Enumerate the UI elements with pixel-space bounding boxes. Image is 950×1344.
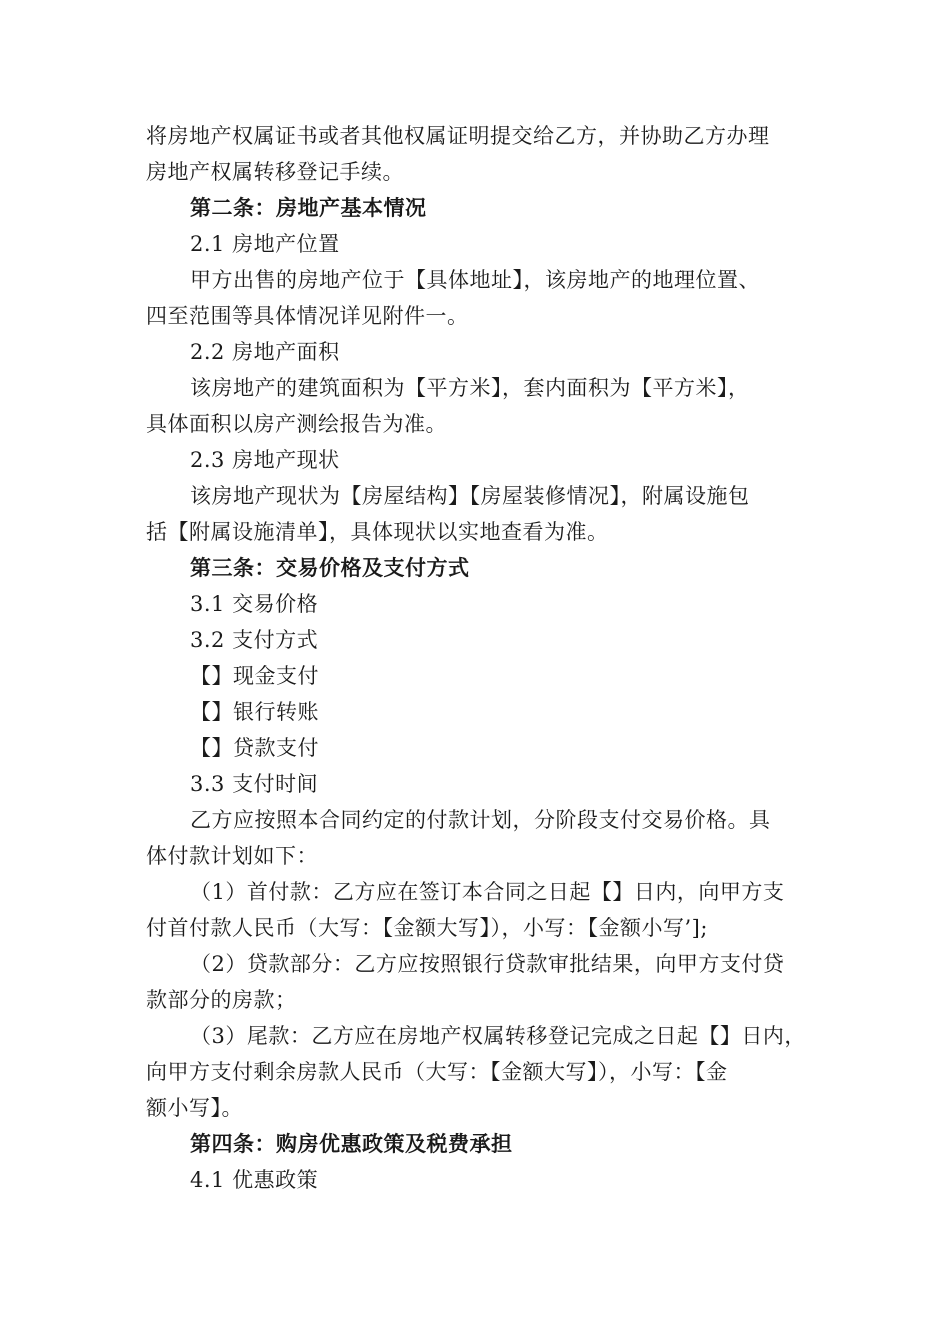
article-2-heading: 第二条：房地产基本情况 xyxy=(190,195,427,220)
article-3-heading: 第三条：交易价格及支付方式 xyxy=(190,555,470,580)
payment-option-bank-transfer: 【】银行转账 xyxy=(190,700,319,724)
body-text-line: 乙方应按照本合同约定的付款计划，分阶段支付交易价格。具 xyxy=(190,808,771,832)
section-3-2-heading: 3.2 支付方式 xyxy=(190,628,319,652)
body-text-line: 将房地产权属证书或者其他权属证明提交给乙方，并协助乙方办理 xyxy=(146,124,770,148)
document-page xyxy=(0,118,950,1198)
body-text-line: 该房地产的建筑面积为【平方米】，套内面积为【平方米】， xyxy=(190,376,750,400)
payment-plan-item-3: （3）尾款：乙方应在房地产权属转移登记完成之日起【】日内， xyxy=(190,1024,806,1048)
body-text-line: 该房地产现状为【房屋结构】【房屋装修情况】，附属设施包 xyxy=(190,484,750,508)
payment-option-cash: 【】现金支付 xyxy=(190,664,319,688)
body-text-line: 甲方出售的房地产位于【具体地址】，该房地产的地理位置、 xyxy=(190,268,760,292)
body-text-line: 具体面积以房产测绘报告为准。 xyxy=(146,412,447,436)
section-2-2-heading: 2.2 房地产面积 xyxy=(190,340,340,364)
body-text-line: 额小写】。 xyxy=(146,1096,243,1120)
article-4-heading: 第四条：购房优惠政策及税费承担 xyxy=(190,1131,513,1156)
body-text-line: 体付款计划如下： xyxy=(146,844,318,868)
section-3-1-heading: 3.1 交易价格 xyxy=(190,592,319,616)
section-2-1-heading: 2.1 房地产位置 xyxy=(190,232,340,256)
payment-plan-item-2: （2）贷款部分：乙方应按照银行贷款审批结果，向甲方支付贷 xyxy=(190,952,785,976)
section-4-1-heading: 4.1 优惠政策 xyxy=(190,1168,319,1192)
body-text-line: 房地产权属转移登记手续。 xyxy=(146,160,404,184)
body-text-line: 四至范围等具体情况详见附件一。 xyxy=(146,304,469,328)
section-2-3-heading: 2.3 房地产现状 xyxy=(190,448,340,472)
body-text-line: 向甲方支付剩余房款人民币（大写：【金额大写】），小写：【金 xyxy=(146,1060,728,1084)
body-text-line: 付首付款人民币（大写：【金额大写】），小写：【金额小写’]; xyxy=(146,916,708,940)
payment-option-loan: 【】贷款支付 xyxy=(190,736,319,760)
body-text-line: 括【附属设施清单】，具体现状以实地查看为准。 xyxy=(146,520,609,544)
body-text-line: 款部分的房款； xyxy=(146,988,297,1012)
payment-plan-item-1: （1）首付款：乙方应在签订本合同之日起【】日内，向甲方支 xyxy=(190,880,785,904)
section-3-3-heading: 3.3 支付时间 xyxy=(190,772,319,796)
